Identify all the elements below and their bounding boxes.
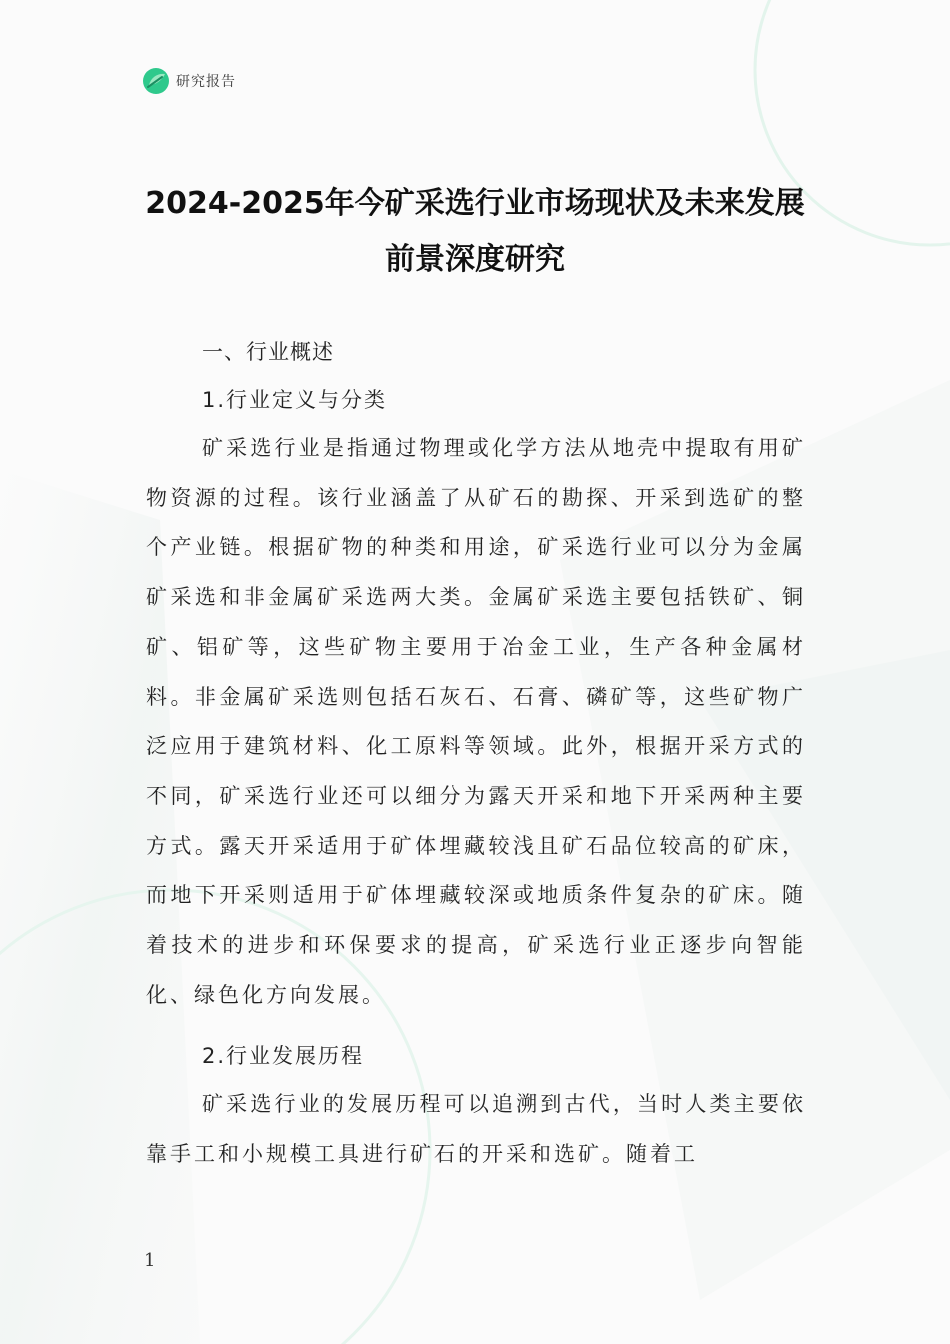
subsection-heading-history: 2.行业发展历程 xyxy=(202,1044,365,1069)
title-line-1: 2024-2025年今矿采选行业市场现状及未来发展 xyxy=(145,186,805,221)
brand-label: 研究报告 xyxy=(176,74,236,90)
subsection-heading-definition: 1.行业定义与分类 xyxy=(202,388,388,412)
paragraph-history: 矿采选行业的发展历程可以追溯到古代，当时人类主要依靠手工和小规模工具进行矿石的开采和选矿。随着工 xyxy=(146,1092,806,1167)
section-heading-overview: 一、行业概述 xyxy=(202,340,334,364)
green-leaf-logo-icon xyxy=(142,67,170,95)
paragraph-definition: 矿采选行业是指通过物理或化学方法从地壳中提取有用矿物资源的过程。该行业涵盖了从矿石的勘探、开采到选矿的整个产业链。根据矿物的种类和用途，矿采选行业可以分为金属矿采选和非金属矿采选两大类。金属矿采选主要包括铁矿、铜矿、铝矿等，这些矿物主要用于冶金工业，生产各种金属材料。非金属矿采选则包括石灰石、石膏、磷矿等，这些矿物广泛应用于建筑材料、化工原料等领域。此外，根据开采方式的不同，矿采选行业还可以细分为露天开采和地下开采两种主要方式。露天开采适用于矿体埋藏较浅且矿石品位较高的矿床，而地下开采则适用于矿体埋藏较深或地质条件复杂的矿床。随着技术的进步和环保要求的提高，矿采选行业正逐步向智能化、绿色化方向发展。 xyxy=(146,436,806,1007)
document-body xyxy=(146,330,806,1180)
title-line-2: 前景深度研究 xyxy=(385,242,565,277)
page-number: 1 xyxy=(144,1250,156,1271)
report-header xyxy=(142,66,236,96)
document-title xyxy=(100,176,850,288)
